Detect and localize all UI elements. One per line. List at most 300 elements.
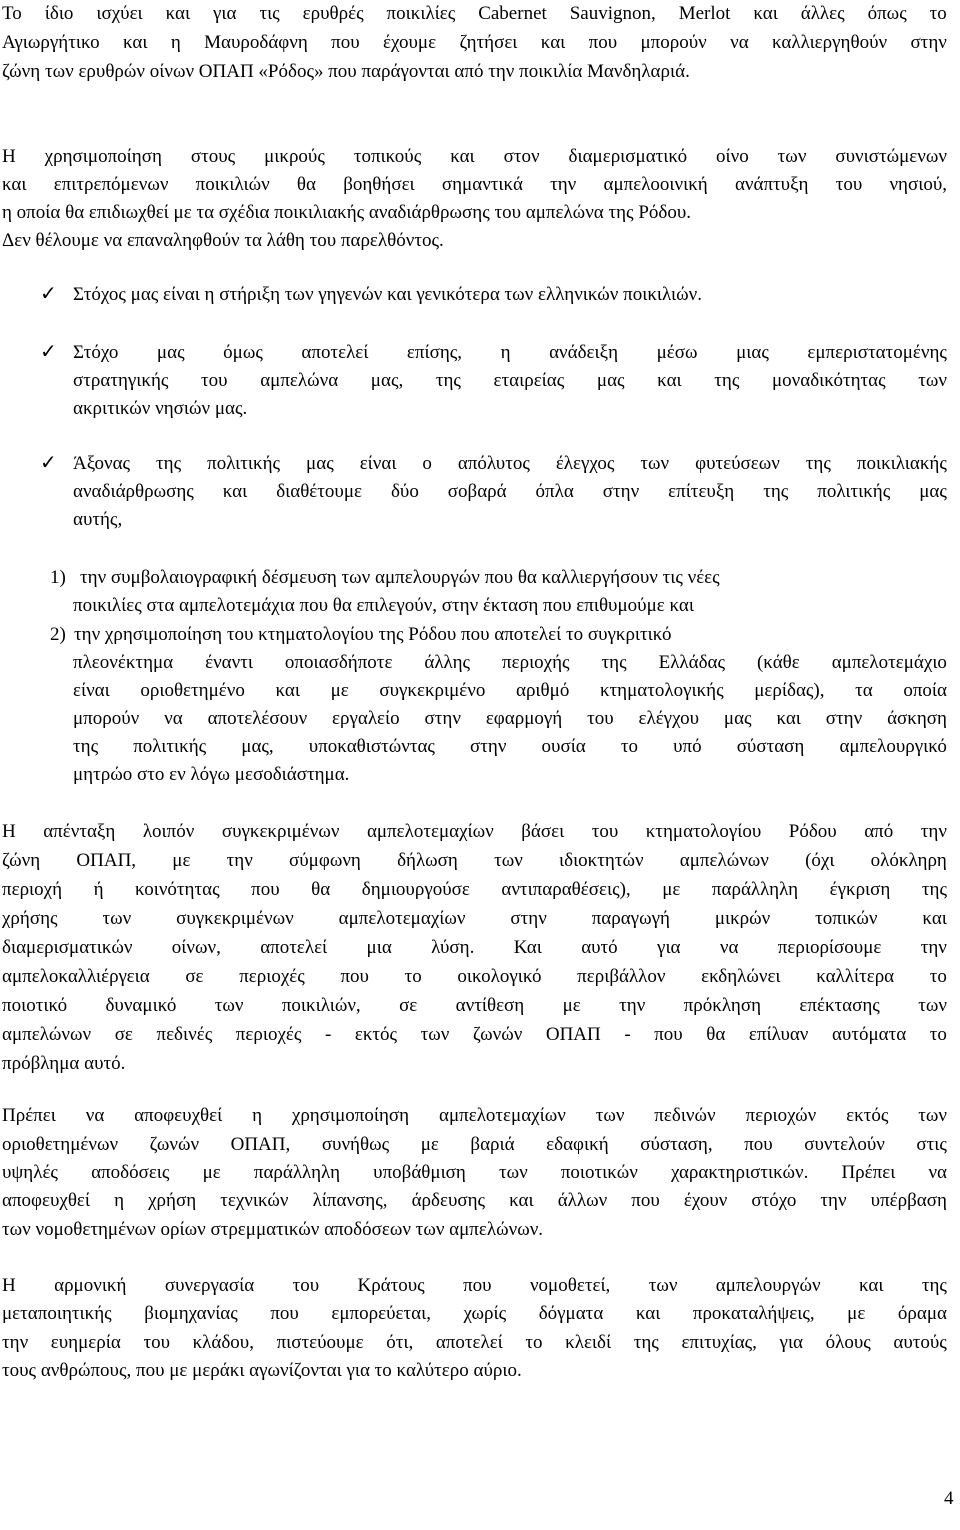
word: ολόκληρη — [870, 850, 947, 871]
word: εκτός — [354, 1024, 398, 1045]
word: με — [202, 1162, 221, 1183]
text-line — [2, 1274, 947, 1298]
word: αναδιάρθρωσης — [73, 481, 194, 502]
word: σύσταση — [736, 736, 805, 757]
word: επίσης, — [406, 342, 463, 363]
word: βοηθήσει — [343, 174, 415, 195]
word: θα — [706, 1024, 726, 1045]
word: της — [921, 1275, 947, 1296]
word: Αγιωργήτικο — [2, 32, 100, 53]
word: συνεργασία — [164, 1275, 255, 1296]
word: υπέρβαση — [870, 1190, 947, 1211]
word: αποδόσεις — [91, 1162, 170, 1183]
word: εργαλείο — [332, 708, 400, 729]
word: συνήθως — [321, 1134, 390, 1155]
text-line — [2, 1189, 947, 1213]
word: στους — [190, 146, 236, 167]
text-line — [2, 820, 947, 844]
word: επέκτασης — [799, 995, 880, 1016]
word: στην — [602, 481, 640, 502]
word: την — [2, 1332, 29, 1353]
text-line — [2, 965, 947, 989]
text-line: ζώνη των ερυθρών οίνων ΟΠΑΠ «Ρόδος» που παράγονται από την ποικιλία Μανδηλαριά. — [2, 61, 690, 82]
word: βιομηχανίας — [144, 1303, 238, 1324]
word: των — [918, 995, 947, 1016]
word: του — [587, 708, 614, 729]
word: αμπελοτεμαχίων — [366, 821, 494, 842]
word: (όχι — [805, 850, 835, 871]
word: περιοχών — [745, 1105, 817, 1126]
word: με — [562, 995, 581, 1016]
word: Μαυροδάφνη — [204, 32, 308, 53]
word: σύμφωνη — [289, 850, 361, 871]
word: την — [619, 995, 646, 1016]
word: υποβάθμιση — [373, 1162, 466, 1183]
word: και — [123, 32, 148, 53]
word: αποτελεί — [435, 1332, 503, 1353]
word: Κράτους — [357, 1275, 425, 1296]
word: την — [226, 850, 253, 871]
word: λίπανσης, — [312, 1190, 388, 1211]
word: μεταποιητικής — [2, 1303, 112, 1324]
word: περιοχές — [239, 966, 305, 987]
word: μας — [596, 370, 625, 391]
bullet-text — [73, 452, 947, 476]
word: καλλιεργηθούν — [772, 32, 888, 53]
word: άσκηση — [887, 708, 947, 729]
word: για — [657, 937, 681, 958]
word: ισχύει — [96, 3, 143, 24]
word: ζωνών — [149, 1134, 200, 1155]
word: αμπελώνων — [679, 850, 769, 871]
word: αριθμό — [515, 680, 570, 701]
word: εδαφική — [546, 1134, 609, 1155]
word: ανάπτυξη — [734, 174, 809, 195]
word: αμπελοτεμαχίων — [338, 908, 466, 929]
word: το — [404, 966, 422, 987]
word: στην — [825, 708, 863, 729]
word: αμπελώνων — [2, 1024, 92, 1045]
word: στην — [470, 736, 507, 757]
word: παράλληλη — [253, 1162, 341, 1183]
word: της — [921, 879, 947, 900]
word: αμπελουργικό — [839, 736, 947, 757]
word: όπλα — [535, 481, 574, 502]
word: ποικιλιών — [195, 174, 270, 195]
word: και — [165, 3, 191, 24]
word: που — [654, 1024, 683, 1045]
word: σε — [399, 995, 418, 1016]
word: της — [714, 370, 740, 391]
word: έναντι — [205, 652, 253, 673]
word: στην — [510, 908, 547, 929]
word: και — [858, 1275, 884, 1296]
word: Η — [2, 1275, 16, 1296]
word: Πρέπει — [841, 1162, 896, 1183]
list-number: 1) — [50, 567, 66, 588]
word: Η — [2, 146, 16, 167]
word: και — [776, 708, 801, 729]
word: υπό — [673, 736, 702, 757]
word: ζωνών — [472, 1024, 523, 1045]
word: είναι — [73, 680, 110, 701]
word: και — [657, 370, 682, 391]
text-line — [2, 1104, 947, 1128]
word: διαμερισματικό — [568, 146, 688, 167]
word: χρησιμοποίηση — [291, 1105, 410, 1126]
word: το — [929, 1024, 947, 1045]
word: αρμονική — [54, 1275, 127, 1296]
word: και — [509, 1190, 534, 1211]
list-item-text — [73, 735, 947, 759]
word: των — [918, 370, 947, 391]
word: μοναδικότητας — [771, 370, 886, 391]
word: βάσει — [521, 821, 565, 842]
bullet-text: αυτής, — [73, 509, 123, 530]
word: των — [640, 453, 670, 474]
word: ερυθρές — [302, 3, 364, 24]
word: συντελούν — [804, 1134, 885, 1155]
word: παραγωγή — [591, 908, 670, 929]
word: μας — [306, 453, 334, 474]
word: είναι — [359, 453, 397, 474]
word: της — [73, 736, 99, 757]
word: συγκεκριμένων — [221, 821, 340, 842]
word: στόχο — [751, 1190, 797, 1211]
word: μικρών — [714, 908, 771, 929]
word: τοπικών — [815, 908, 878, 929]
word: ή — [93, 879, 104, 900]
word: στρατηγικής — [73, 370, 169, 391]
list-item-text — [73, 679, 947, 703]
word: την — [820, 1190, 847, 1211]
word: νομοθετεί, — [529, 1275, 611, 1296]
word: το — [929, 3, 947, 24]
word: στην — [910, 32, 947, 53]
word: πολιτικής — [207, 453, 281, 474]
word: άλλης — [424, 652, 471, 673]
word: χρήσης — [2, 908, 58, 929]
word: Sauvignon, — [569, 3, 656, 24]
word: τα — [855, 680, 873, 701]
word: δυναμικό — [105, 995, 177, 1016]
word: για — [779, 1332, 804, 1353]
check-mark-icon: ✓ — [40, 339, 57, 363]
word: και — [635, 1303, 661, 1324]
text-line — [2, 994, 947, 1018]
list-number: 2) — [50, 624, 66, 645]
word: των — [648, 1275, 678, 1296]
word: επίλυαν — [748, 1024, 809, 1045]
word: περιορίσουμε — [777, 937, 882, 958]
word: το — [525, 1332, 543, 1353]
word: χαρακτηριστικών. — [670, 1162, 809, 1183]
word: ανάδειξη — [549, 342, 619, 363]
word: εμπεριστατομένης — [807, 342, 947, 363]
word: μιας — [736, 342, 769, 363]
word: να — [719, 937, 739, 958]
word: ίδιο — [44, 3, 74, 24]
word: της — [763, 481, 789, 502]
word: μπορούν — [73, 708, 140, 729]
word: στον — [503, 146, 540, 167]
word: αντιπαραθέσεις), — [501, 879, 631, 900]
word: μας — [919, 481, 947, 502]
word: που — [744, 1134, 773, 1155]
word: άλλες — [800, 3, 845, 24]
word: αντίθεση — [455, 995, 525, 1016]
text-line — [2, 878, 947, 902]
word: αποφευχθεί — [2, 1190, 91, 1211]
word: την — [920, 821, 947, 842]
word: βαριά — [470, 1134, 515, 1155]
word: από — [864, 821, 894, 842]
word: θα — [296, 174, 316, 195]
word: πιστεύουμε — [276, 1332, 364, 1353]
word: κτηματολογικής — [599, 680, 724, 701]
word: στην — [424, 708, 461, 729]
word: περιοχής — [502, 652, 570, 673]
word: μια — [366, 937, 392, 958]
word: αποτελεί — [260, 937, 328, 958]
word: αμπελοτεμάχιο — [831, 652, 947, 673]
word: των — [420, 1024, 450, 1045]
word: αμπελουργών — [715, 1275, 821, 1296]
word: αποφευχθεί — [134, 1105, 223, 1126]
word: ιδιοκτητών — [559, 850, 644, 871]
bullet-text: ακριτικών νησιών μας. — [73, 398, 248, 419]
bullet-text — [73, 369, 947, 393]
word: σημαντικά — [441, 174, 523, 195]
bullet-text — [73, 480, 947, 504]
word: με — [172, 850, 191, 871]
word: υποκαθιστώντας — [308, 736, 435, 757]
word: Η — [2, 821, 16, 842]
word: σε — [185, 966, 204, 987]
word: του — [591, 821, 619, 842]
word: όμως — [223, 342, 263, 363]
text-line: των νομοθετημένων ορίων στρεμματικών αποδόσεων των αμπελώνων. — [2, 1219, 544, 1240]
word: περιβάλλον — [577, 966, 666, 987]
word: Άξονας — [73, 453, 131, 474]
word: μικρούς — [264, 146, 325, 167]
word: αμπελώνα — [260, 370, 339, 391]
text-line — [2, 1133, 947, 1157]
word: όπως — [867, 3, 907, 24]
word: αμπελοοινική — [603, 174, 708, 195]
word: πολιτικής — [817, 481, 891, 502]
word: υψηλές — [2, 1162, 58, 1183]
text-line — [2, 849, 947, 873]
word: δήλωση — [397, 850, 458, 871]
text-line — [2, 907, 947, 931]
word: Ρόδου — [788, 821, 837, 842]
bullet-text: Στόχος μας είναι η στήριξη των γηγενών και γενικότερα των ελληνικών ποικιλιών. — [73, 284, 702, 305]
word: Το — [2, 3, 22, 24]
word: έχουμε — [383, 32, 437, 53]
word: οριοθετημένο — [140, 680, 245, 701]
word: αυτούς — [893, 1332, 947, 1353]
word: στις — [916, 1134, 947, 1155]
word: ζώνη — [2, 850, 41, 871]
word: και — [275, 680, 300, 701]
word: κτηματολογίου — [645, 821, 762, 842]
word: των — [595, 1105, 625, 1126]
word: οικολογικό — [457, 966, 542, 987]
word: με — [662, 879, 681, 900]
word: εφαρμογή — [485, 708, 563, 729]
word: μπορούν — [640, 32, 707, 53]
text-line: η οποία θα επιδιωχθεί με τα σχέδια ποικιλιακής αναδιάρθρωσης του αμπελώνα της Ρόδου. — [2, 202, 692, 223]
word: και — [2, 174, 27, 195]
word: ότι, — [386, 1332, 414, 1353]
word: πεδινών — [654, 1105, 716, 1126]
word: χωρίς — [463, 1303, 507, 1324]
word: των — [494, 850, 523, 871]
word: Πρέπει — [2, 1105, 56, 1126]
word: για — [213, 3, 237, 24]
word: επιτρεπόμενων — [53, 174, 169, 195]
word: οίνων, — [171, 937, 221, 958]
word: όραμα — [897, 1303, 947, 1324]
word: ΟΠΑΠ — [545, 1024, 601, 1045]
word: αμπελοτεμαχίων — [438, 1105, 566, 1126]
word: καλλίτερα — [816, 966, 895, 987]
word: ποιοτικό — [2, 995, 68, 1016]
word: μας, — [370, 370, 404, 391]
text-line: τους ανθρώπους, που με μεράκι αγωνίζονται για το καλύτερο αύριο. — [2, 1360, 522, 1381]
text-line — [2, 1023, 947, 1047]
word: να — [164, 708, 183, 729]
word: να — [928, 1162, 947, 1183]
word: αποτελέσουν — [207, 708, 308, 729]
word: δόγματα — [538, 1303, 604, 1324]
word: συγκεκριμένο — [379, 680, 486, 701]
word: απόλυτος — [457, 453, 530, 474]
bullet-text — [73, 341, 947, 365]
word: ΟΠΑΠ, — [230, 1134, 291, 1155]
word: το — [929, 966, 947, 987]
list-item-text: μητρώο στο εν λόγω μεσοδιάστημα. — [73, 764, 350, 785]
word: των — [498, 1162, 528, 1183]
word: Και — [513, 937, 542, 958]
word: η — [252, 1105, 263, 1126]
list-item-text: την χρησιμοποίηση του κτηματολογίου της Ρόδου που αποτελεί το συγκριτικό — [74, 624, 672, 645]
word: που — [331, 32, 360, 53]
word: οποιασδήποτε — [284, 652, 393, 673]
word: των — [918, 1105, 947, 1126]
word: τις — [259, 3, 280, 24]
word: μέσω — [656, 342, 698, 363]
word: έγκριση — [829, 879, 891, 900]
word: επιτυχίας, — [681, 1332, 757, 1353]
word: δύο — [390, 481, 419, 502]
word: ποικιλιών, — [281, 995, 361, 1016]
word: λύση. — [431, 937, 475, 958]
word: εμπορεύεται, — [331, 1303, 431, 1324]
text-line — [2, 936, 947, 960]
check-mark-icon: ✓ — [40, 281, 57, 305]
word: Στόχο — [73, 342, 119, 363]
word: της — [805, 453, 831, 474]
word: έχουν — [683, 1190, 728, 1211]
word: πεδινές — [156, 1024, 213, 1045]
word: που — [463, 1275, 492, 1296]
word: προκαταλήψεις, — [692, 1303, 815, 1324]
word: αμπελοκαλλιέργεια — [2, 966, 150, 987]
word: η — [500, 342, 511, 363]
word: ποικιλιακής — [856, 453, 947, 474]
word: έλεγχος — [555, 453, 615, 474]
word: παράλληλη — [711, 879, 799, 900]
word: του — [201, 370, 228, 391]
word: που — [340, 966, 369, 987]
word: επίτευξη — [668, 481, 735, 502]
word: την — [550, 174, 577, 195]
word: του — [143, 1332, 170, 1353]
word: μερίδας), — [754, 680, 825, 701]
word: εκτός — [846, 1105, 889, 1126]
word: που — [251, 879, 280, 900]
word: οποία — [903, 680, 947, 701]
text-line — [2, 2, 947, 26]
text-line — [2, 145, 947, 169]
page-number: 4 — [944, 1488, 954, 1509]
check-mark-icon: ✓ — [40, 450, 57, 474]
word: ζητήσει — [459, 32, 518, 53]
word: κοινότητας — [135, 879, 220, 900]
word: περιοχές — [235, 1024, 302, 1045]
word: μας, — [241, 736, 274, 757]
word: που — [588, 32, 618, 53]
word: πολιτικής — [133, 736, 207, 757]
word: χρησιμοποίηση — [44, 146, 162, 167]
word: ουσία — [541, 736, 586, 757]
word: κλειδί — [565, 1332, 612, 1353]
word: των — [214, 995, 244, 1016]
word: οριοθετημένων — [2, 1134, 119, 1155]
word: ΟΠΑΠ, — [76, 850, 137, 871]
word: απένταξη — [43, 821, 116, 842]
word: μας — [156, 342, 185, 363]
word: την — [920, 937, 947, 958]
text-line — [2, 1331, 947, 1355]
list-item-text: την συμβολαιογραφική δέσμευση των αμπελουργών που θα καλλιεργήσουν τις νέες — [80, 567, 720, 588]
word: αποτελεί — [301, 342, 369, 363]
word: εταιρείας — [493, 370, 565, 391]
word: και — [222, 481, 248, 502]
word: και — [540, 32, 566, 53]
word: (κάθε — [756, 652, 800, 673]
word: του — [835, 174, 863, 195]
word: πρόκληση — [683, 995, 762, 1016]
word: χρήση — [148, 1190, 197, 1211]
word: φυτεύσεων — [695, 453, 780, 474]
word: που — [631, 1190, 660, 1211]
word: κλάδου, — [192, 1332, 254, 1353]
list-item-text: ποικιλίες στα αμπελοτεμάχια που θα επιλεγούν, στην έκταση που επιθυμούμε και — [73, 595, 694, 616]
word: σύσταση, — [640, 1134, 713, 1155]
word: το — [620, 736, 638, 757]
word: με — [420, 1134, 439, 1155]
word: - — [624, 1024, 631, 1045]
word: τεχνικών — [220, 1190, 289, 1211]
text-line — [2, 1161, 947, 1185]
word: του — [292, 1275, 320, 1296]
word: Cabernet — [478, 3, 547, 24]
word: και — [753, 3, 778, 24]
word: θα — [311, 879, 331, 900]
